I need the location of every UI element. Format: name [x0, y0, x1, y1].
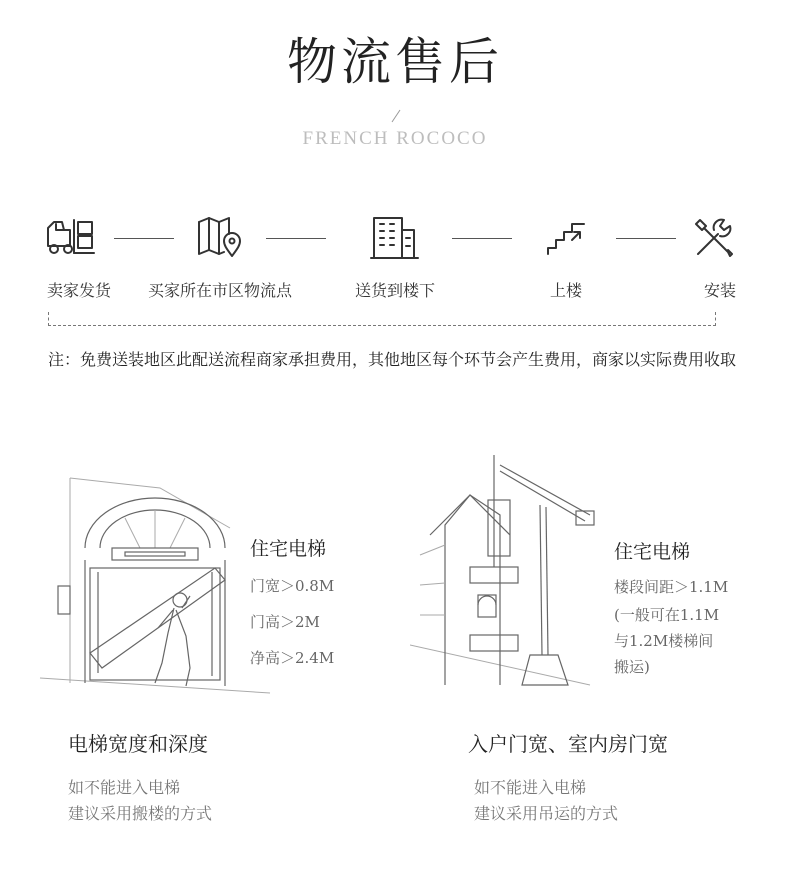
- step-connector: [616, 238, 676, 239]
- map-pin-icon: [196, 216, 244, 260]
- crane-card-title: 住宅电梯: [614, 541, 691, 563]
- building-icon: [370, 214, 420, 262]
- elevator-spec-door-width: 门宽＞0.8M: [250, 577, 335, 595]
- crane-illustration: [410, 455, 610, 695]
- crane-spec-stair-spacing: 楼段间距＞1.1M: [614, 578, 729, 596]
- elevator-spec-door-height: 门高＞2M: [250, 613, 320, 631]
- stairs-icon: [544, 218, 588, 258]
- elevator-desc-line1: 如不能进入电梯: [68, 778, 181, 797]
- step-connector: [266, 238, 326, 239]
- step-label-upstairs: 上楼: [549, 281, 582, 300]
- forklift-icon: [44, 216, 96, 260]
- step-label-deliver-downstairs: 送货到楼下: [354, 281, 435, 300]
- step-label-logistics-point: 买家所在市区物流点: [147, 281, 292, 300]
- delivery-note: 注：免费送装地区此配送流程商家承担费用，其他地区每个环节会产生费用，商家以实际费用收取: [48, 350, 737, 369]
- door-section-title: 入户门宽、室内房门宽: [468, 732, 668, 756]
- elevator-section-title: 电梯宽度和深度: [68, 732, 208, 756]
- page-title: 物流售后: [287, 33, 503, 91]
- step-label-install: 安装: [703, 281, 736, 300]
- tools-icon: [692, 216, 736, 260]
- crane-spec-note-line1: (一般可在1.1M: [614, 606, 720, 624]
- page-subtitle: FRENCH ROCOCO: [302, 128, 488, 149]
- step-connector: [452, 238, 512, 239]
- crane-spec-note-line3: 搬运): [614, 658, 650, 676]
- steps-bracket: [48, 312, 716, 326]
- elevator-desc-line2: 建议采用搬楼的方式: [68, 804, 213, 823]
- elevator-card-title: 住宅电梯: [250, 538, 327, 560]
- crane-desc-line1: 如不能进入电梯: [474, 778, 587, 797]
- elevator-illustration: [30, 468, 280, 700]
- elevator-spec-clear-height: 净高＞2.4M: [250, 649, 335, 667]
- decorative-slash: [370, 104, 420, 126]
- step-label-seller-ship: 卖家发货: [46, 281, 111, 300]
- crane-desc-line2: 建议采用吊运的方式: [474, 804, 619, 823]
- step-connector: [114, 238, 174, 239]
- crane-spec-note-line2: 与1.2M楼梯间: [614, 632, 714, 650]
